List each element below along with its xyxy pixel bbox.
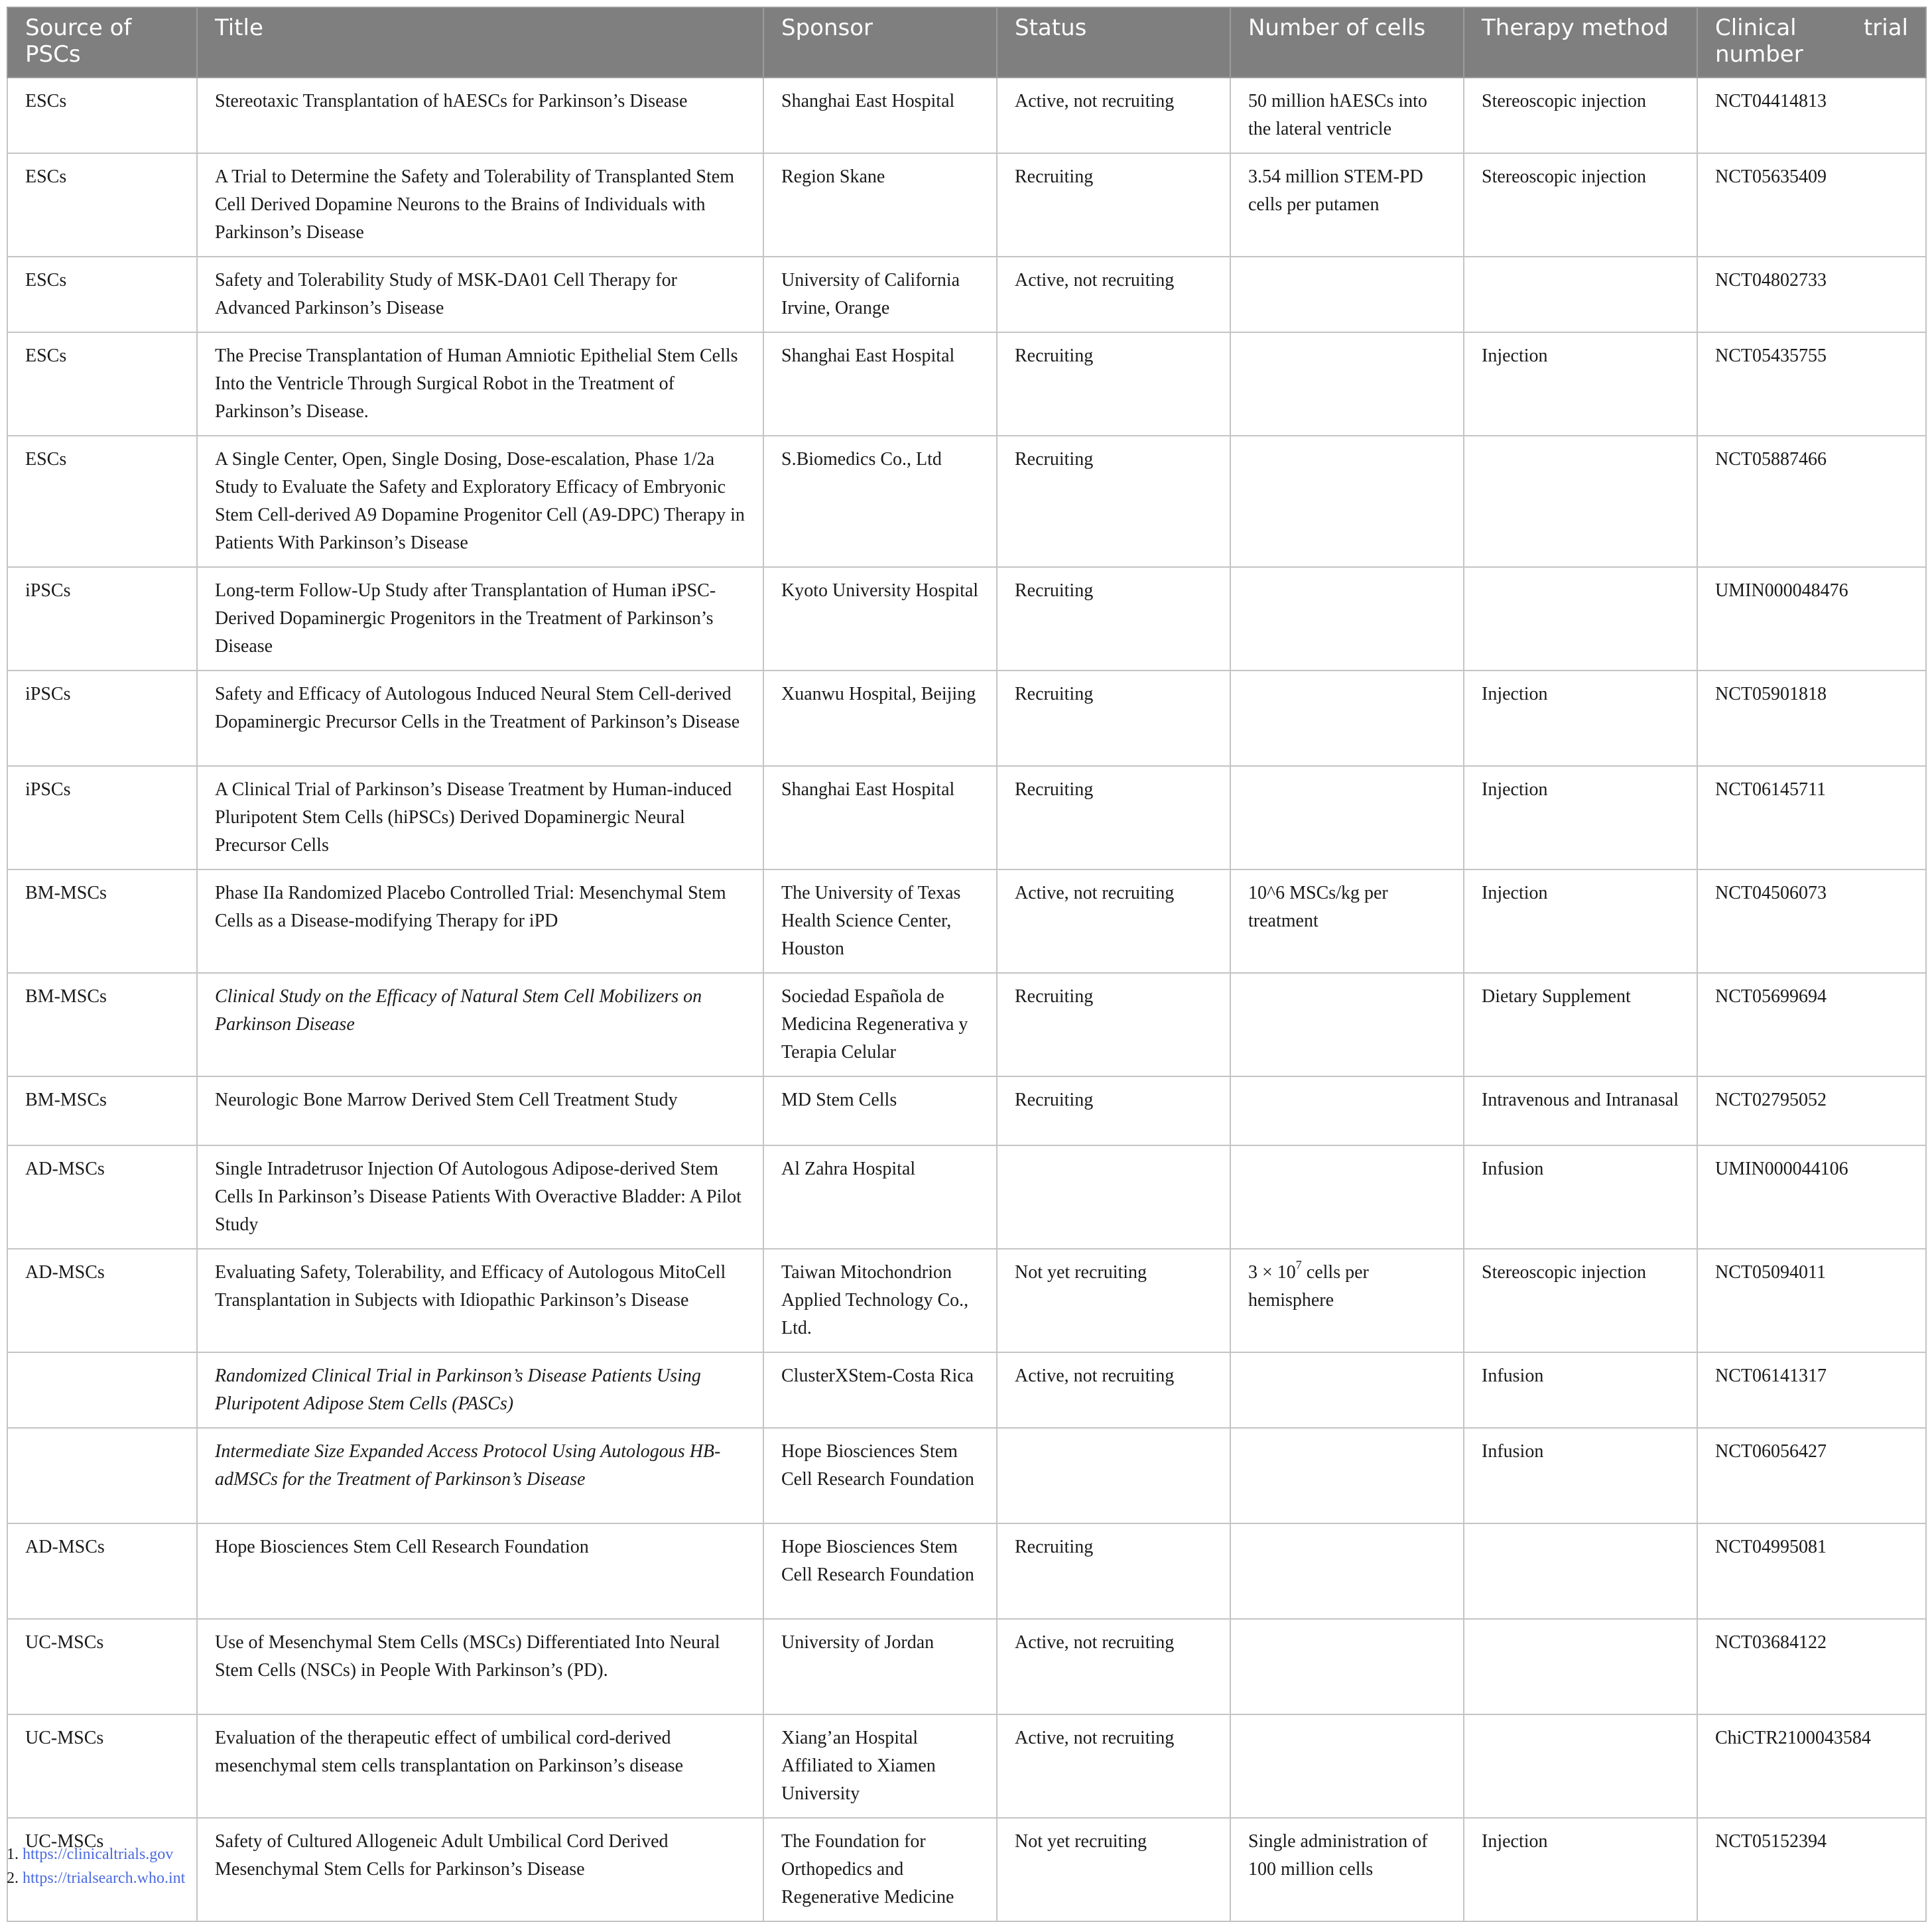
- cell-cells: [1230, 332, 1464, 436]
- cell-cells: 50 million hAESCs into the lateral ventricle: [1230, 78, 1464, 153]
- table-row: [7, 257, 1926, 332]
- table-row: [7, 1145, 1926, 1249]
- cell-source: UC-MSCs: [7, 1619, 197, 1714]
- table-row: [7, 869, 1926, 973]
- cell-status: Recruiting: [997, 153, 1230, 257]
- table-row: [7, 1076, 1926, 1145]
- cell-trial: NCT04414813: [1697, 78, 1926, 153]
- cell-cells: [1230, 1145, 1464, 1249]
- cell-sponsor: The Foundation for Orthopedics and Regenerative Medicine: [763, 1818, 997, 1921]
- cell-source: UC-MSCs: [7, 1714, 197, 1818]
- cell-source: BM-MSCs: [7, 973, 197, 1076]
- cell-source: iPSCs: [7, 671, 197, 766]
- cell-therapy: Infusion: [1464, 1428, 1697, 1523]
- cell-trial: NCT04995081: [1697, 1523, 1926, 1619]
- footnote-link-1[interactable]: https://clinicaltrials.gov: [23, 1846, 174, 1863]
- cell-status: Recruiting: [997, 332, 1230, 436]
- cell-title: Long-term Follow-Up Study after Transplantation of Human iPSC-Derived Dopaminergic Progenitors in the Treatment of Parkinson’s Disease: [197, 567, 763, 671]
- cell-sponsor: S.Biomedics Co., Ltd: [763, 436, 997, 567]
- footnote-number: 1.: [7, 1846, 19, 1863]
- table-row: [7, 1352, 1926, 1428]
- cell-title: A Trial to Determine the Safety and Tolerability of Transplanted Stem Cell Derived Dopamine Neurons to the Brains of Individuals with Parkinson’s Disease: [197, 153, 763, 257]
- cell-cells: Single administration of 100 million cells: [1230, 1818, 1464, 1921]
- cell-title: Safety and Tolerability Study of MSK-DA01 Cell Therapy for Advanced Parkinson’s Disease: [197, 257, 763, 332]
- cell-trial: UMIN000044106: [1697, 1145, 1926, 1249]
- cell-trial: NCT05901818: [1697, 671, 1926, 766]
- cell-title: A Single Center, Open, Single Dosing, Dose-escalation, Phase 1/2a Study to Evaluate the Safety and Exploratory Efficacy of Embryonic Stem Cell-derived A9 Dopamine Progenitor Cell (A9-DPC) Therapy in Patients With Parkinson’s Disease: [197, 436, 763, 567]
- header-cells: Number of cells: [1230, 7, 1464, 78]
- cell-therapy: [1464, 1523, 1697, 1619]
- cell-cells: [1230, 567, 1464, 671]
- cell-source: AD-MSCs: [7, 1249, 197, 1352]
- table-row: [7, 153, 1926, 257]
- cell-source: ESCs: [7, 257, 197, 332]
- cell-title: Stereotaxic Transplantation of hAESCs for Parkinson’s Disease: [197, 78, 763, 153]
- cell-sponsor: Region Skane: [763, 153, 997, 257]
- cell-title: Evaluation of the therapeutic effect of umbilical cord-derived mesenchymal stem cells transplantation on Parkinson’s disease: [197, 1714, 763, 1818]
- cell-status: [997, 1145, 1230, 1249]
- cell-cells: [1230, 1619, 1464, 1714]
- cells-exponent: 7: [1295, 1257, 1302, 1271]
- cell-status: [997, 1428, 1230, 1523]
- cell-cells: [1230, 1428, 1464, 1523]
- table-row: [7, 1249, 1926, 1352]
- cell-title: Single Intradetrusor Injection Of Autologous Adipose-derived Stem Cells In Parkinson’s Disease Patients With Overactive Bladder: A Pilot Study: [197, 1145, 763, 1249]
- cell-therapy: Injection: [1464, 671, 1697, 766]
- header-trial-word-2: trial: [1863, 15, 1908, 41]
- cell-title: Randomized Clinical Trial in Parkinson’s Disease Patients Using Pluripotent Adipose Stem Cells (PASCs): [197, 1352, 763, 1428]
- table-row: [7, 78, 1926, 153]
- header-trial-number: [1697, 7, 1926, 78]
- cell-trial: UMIN000048476: [1697, 567, 1926, 671]
- cell-status: Active, not recruiting: [997, 1352, 1230, 1428]
- table-header-row: [7, 7, 1926, 78]
- cell-trial: NCT05435755: [1697, 332, 1926, 436]
- cell-therapy: Stereoscopic injection: [1464, 1249, 1697, 1352]
- cell-cells: [1230, 1076, 1464, 1145]
- header-trial-word-1: Clinical: [1715, 15, 1797, 41]
- cell-status: Active, not recruiting: [997, 257, 1230, 332]
- cell-trial: NCT05094011: [1697, 1249, 1926, 1352]
- cell-cells: [1230, 1523, 1464, 1619]
- cell-trial: NCT06056427: [1697, 1428, 1926, 1523]
- cell-source: AD-MSCs: [7, 1145, 197, 1249]
- cell-cells: [1230, 1714, 1464, 1818]
- cell-therapy: Injection: [1464, 332, 1697, 436]
- cell-therapy: Infusion: [1464, 1352, 1697, 1428]
- cell-trial: NCT05635409: [1697, 153, 1926, 257]
- footnotes: [7, 1842, 185, 1890]
- cell-therapy: [1464, 567, 1697, 671]
- cell-sponsor: Hope Biosciences Stem Cell Research Foundation: [763, 1523, 997, 1619]
- cell-sponsor: Hope Biosciences Stem Cell Research Foundation: [763, 1428, 997, 1523]
- cell-title: Intermediate Size Expanded Access Protocol Using Autologous HB-adMSCs for the Treatment of Parkinson’s Disease: [197, 1428, 763, 1523]
- cell-therapy: Injection: [1464, 869, 1697, 973]
- cell-source: iPSCs: [7, 766, 197, 869]
- cell-sponsor: Sociedad Española de Medicina Regenerativa y Terapia Celular: [763, 973, 997, 1076]
- cell-trial: NCT05699694: [1697, 973, 1926, 1076]
- table-row: [7, 567, 1926, 671]
- cell-sponsor: Xiang’an Hospital Affiliated to Xiamen University: [763, 1714, 997, 1818]
- cell-trial: ChiCTR2100043584: [1697, 1714, 1926, 1818]
- cell-trial: NCT03684122: [1697, 1619, 1926, 1714]
- cell-therapy: Injection: [1464, 1818, 1697, 1921]
- footnote-link-2[interactable]: https://trialsearch.who.int: [23, 1870, 186, 1887]
- cell-trial: NCT05887466: [1697, 436, 1926, 567]
- cell-status: Recruiting: [997, 1076, 1230, 1145]
- table-row: [7, 973, 1926, 1076]
- footnote-2: [7, 1866, 185, 1890]
- table-row: [7, 1818, 1926, 1921]
- cell-therapy: [1464, 1714, 1697, 1818]
- cell-therapy: Dietary Supplement: [1464, 973, 1697, 1076]
- cell-therapy: Stereoscopic injection: [1464, 153, 1697, 257]
- cell-sponsor: Al Zahra Hospital: [763, 1145, 997, 1249]
- table-row: [7, 332, 1926, 436]
- cell-source: [7, 1352, 197, 1428]
- cell-source: AD-MSCs: [7, 1523, 197, 1619]
- cell-sponsor: Shanghai East Hospital: [763, 78, 997, 153]
- cell-sponsor: Shanghai East Hospital: [763, 332, 997, 436]
- table-row: [7, 1619, 1926, 1714]
- cell-cells: [1230, 973, 1464, 1076]
- table-row: [7, 1428, 1926, 1523]
- cell-status: Not yet recruiting: [997, 1818, 1230, 1921]
- cell-status: Active, not recruiting: [997, 1619, 1230, 1714]
- cell-status: Not yet recruiting: [997, 1249, 1230, 1352]
- cell-title: A Clinical Trial of Parkinson’s Disease Treatment by Human-induced Pluripotent Stem Cells (hiPSCs) Derived Dopaminergic Neural Precursor Cells: [197, 766, 763, 869]
- cell-status: Recruiting: [997, 436, 1230, 567]
- cell-sponsor: Kyoto University Hospital: [763, 567, 997, 671]
- cell-cells: [1230, 1249, 1464, 1352]
- cell-title: Neurologic Bone Marrow Derived Stem Cell Treatment Study: [197, 1076, 763, 1145]
- cell-sponsor: University of Jordan: [763, 1619, 997, 1714]
- cell-source: [7, 1428, 197, 1523]
- cell-therapy: [1464, 436, 1697, 567]
- footnote-1: [7, 1842, 185, 1866]
- cell-cells: [1230, 436, 1464, 567]
- cell-trial: NCT04506073: [1697, 869, 1926, 973]
- cell-sponsor: Xuanwu Hospital, Beijing: [763, 671, 997, 766]
- cell-sponsor: Taiwan Mitochondrion Applied Technology Co., Ltd.: [763, 1249, 997, 1352]
- cell-status: Active, not recruiting: [997, 869, 1230, 973]
- table-body: [7, 78, 1926, 1921]
- cell-source: UC-MSCs: [7, 1818, 197, 1921]
- cell-therapy: Infusion: [1464, 1145, 1697, 1249]
- cell-trial: NCT05152394: [1697, 1818, 1926, 1921]
- cell-cells: [1230, 1352, 1464, 1428]
- header-status: Status: [997, 7, 1230, 78]
- cell-therapy: Injection: [1464, 766, 1697, 869]
- table-row: [7, 766, 1926, 869]
- header-trial-word-3: number: [1715, 41, 1803, 68]
- cell-status: Active, not recruiting: [997, 78, 1230, 153]
- cell-title: The Precise Transplantation of Human Amniotic Epithelial Stem Cells Into the Ventricle Through Surgical Robot in the Treatment of Parkinson’s Disease.: [197, 332, 763, 436]
- cell-trial: NCT04802733: [1697, 257, 1926, 332]
- cell-therapy: Intravenous and Intranasal: [1464, 1076, 1697, 1145]
- cell-cells: 3.54 million STEM-PD cells per putamen: [1230, 153, 1464, 257]
- header-sponsor: Sponsor: [763, 7, 997, 78]
- cell-cells: [1230, 257, 1464, 332]
- cell-title: Evaluating Safety, Tolerability, and Efficacy of Autologous MitoCell Transplantation in Subjects with Idiopathic Parkinson’s Disease: [197, 1249, 763, 1352]
- cell-therapy: [1464, 257, 1697, 332]
- table-row: [7, 671, 1926, 766]
- cell-cells: [1230, 766, 1464, 869]
- cell-source: iPSCs: [7, 567, 197, 671]
- cell-status: Recruiting: [997, 973, 1230, 1076]
- cell-title: Hope Biosciences Stem Cell Research Foundation: [197, 1523, 763, 1619]
- cell-source: ESCs: [7, 78, 197, 153]
- header-source: Source of PSCs: [7, 7, 197, 78]
- cell-title: Use of Mesenchymal Stem Cells (MSCs) Differentiated Into Neural Stem Cells (NSCs) in People With Parkinson’s (PD).: [197, 1619, 763, 1714]
- trials-table: [7, 7, 1927, 1922]
- cell-title: Safety and Efficacy of Autologous Induced Neural Stem Cell-derived Dopaminergic Precursor Cells in the Treatment of Parkinson’s Disease: [197, 671, 763, 766]
- table-row: [7, 436, 1926, 567]
- cells-base: 3 × 10: [1248, 1262, 1296, 1283]
- cell-title: Phase IIa Randomized Placebo Controlled Trial: Mesenchymal Stem Cells as a Disease-modifying Therapy for iPD: [197, 869, 763, 973]
- cell-source: BM-MSCs: [7, 869, 197, 973]
- cell-source: ESCs: [7, 153, 197, 257]
- cell-status: Recruiting: [997, 766, 1230, 869]
- cell-trial: NCT02795052: [1697, 1076, 1926, 1145]
- cell-source: ESCs: [7, 332, 197, 436]
- cell-sponsor: University of California Irvine, Orange: [763, 257, 997, 332]
- cell-status: Recruiting: [997, 567, 1230, 671]
- cell-status: Recruiting: [997, 1523, 1230, 1619]
- cell-trial: NCT06141317: [1697, 1352, 1926, 1428]
- cell-therapy: [1464, 1619, 1697, 1714]
- cell-cells: 10^6 MSCs/kg per treatment: [1230, 869, 1464, 973]
- cell-cells: [1230, 671, 1464, 766]
- cell-status: Active, not recruiting: [997, 1714, 1230, 1818]
- header-title: Title: [197, 7, 763, 78]
- cell-trial: NCT06145711: [1697, 766, 1926, 869]
- cell-title: Clinical Study on the Efficacy of Natural Stem Cell Mobilizers on Parkinson Disease: [197, 973, 763, 1076]
- table-row: [7, 1714, 1926, 1818]
- cell-sponsor: The University of Texas Health Science Center, Houston: [763, 869, 997, 973]
- footnote-number: 2.: [7, 1870, 19, 1887]
- table-row: [7, 1523, 1926, 1619]
- cells-suffix: cells per hemisphere: [1248, 1262, 1369, 1311]
- cell-source: ESCs: [7, 436, 197, 567]
- cell-status: Recruiting: [997, 671, 1230, 766]
- cell-sponsor: MD Stem Cells: [763, 1076, 997, 1145]
- cell-therapy: Stereoscopic injection: [1464, 78, 1697, 153]
- cell-sponsor: ClusterXStem-Costa Rica: [763, 1352, 997, 1428]
- header-therapy: Therapy method: [1464, 7, 1697, 78]
- cell-sponsor: Shanghai East Hospital: [763, 766, 997, 869]
- cell-title: Safety of Cultured Allogeneic Adult Umbilical Cord Derived Mesenchymal Stem Cells for Parkinson’s Disease: [197, 1818, 763, 1921]
- cell-source: BM-MSCs: [7, 1076, 197, 1145]
- trials-table-container: [7, 7, 1925, 1922]
